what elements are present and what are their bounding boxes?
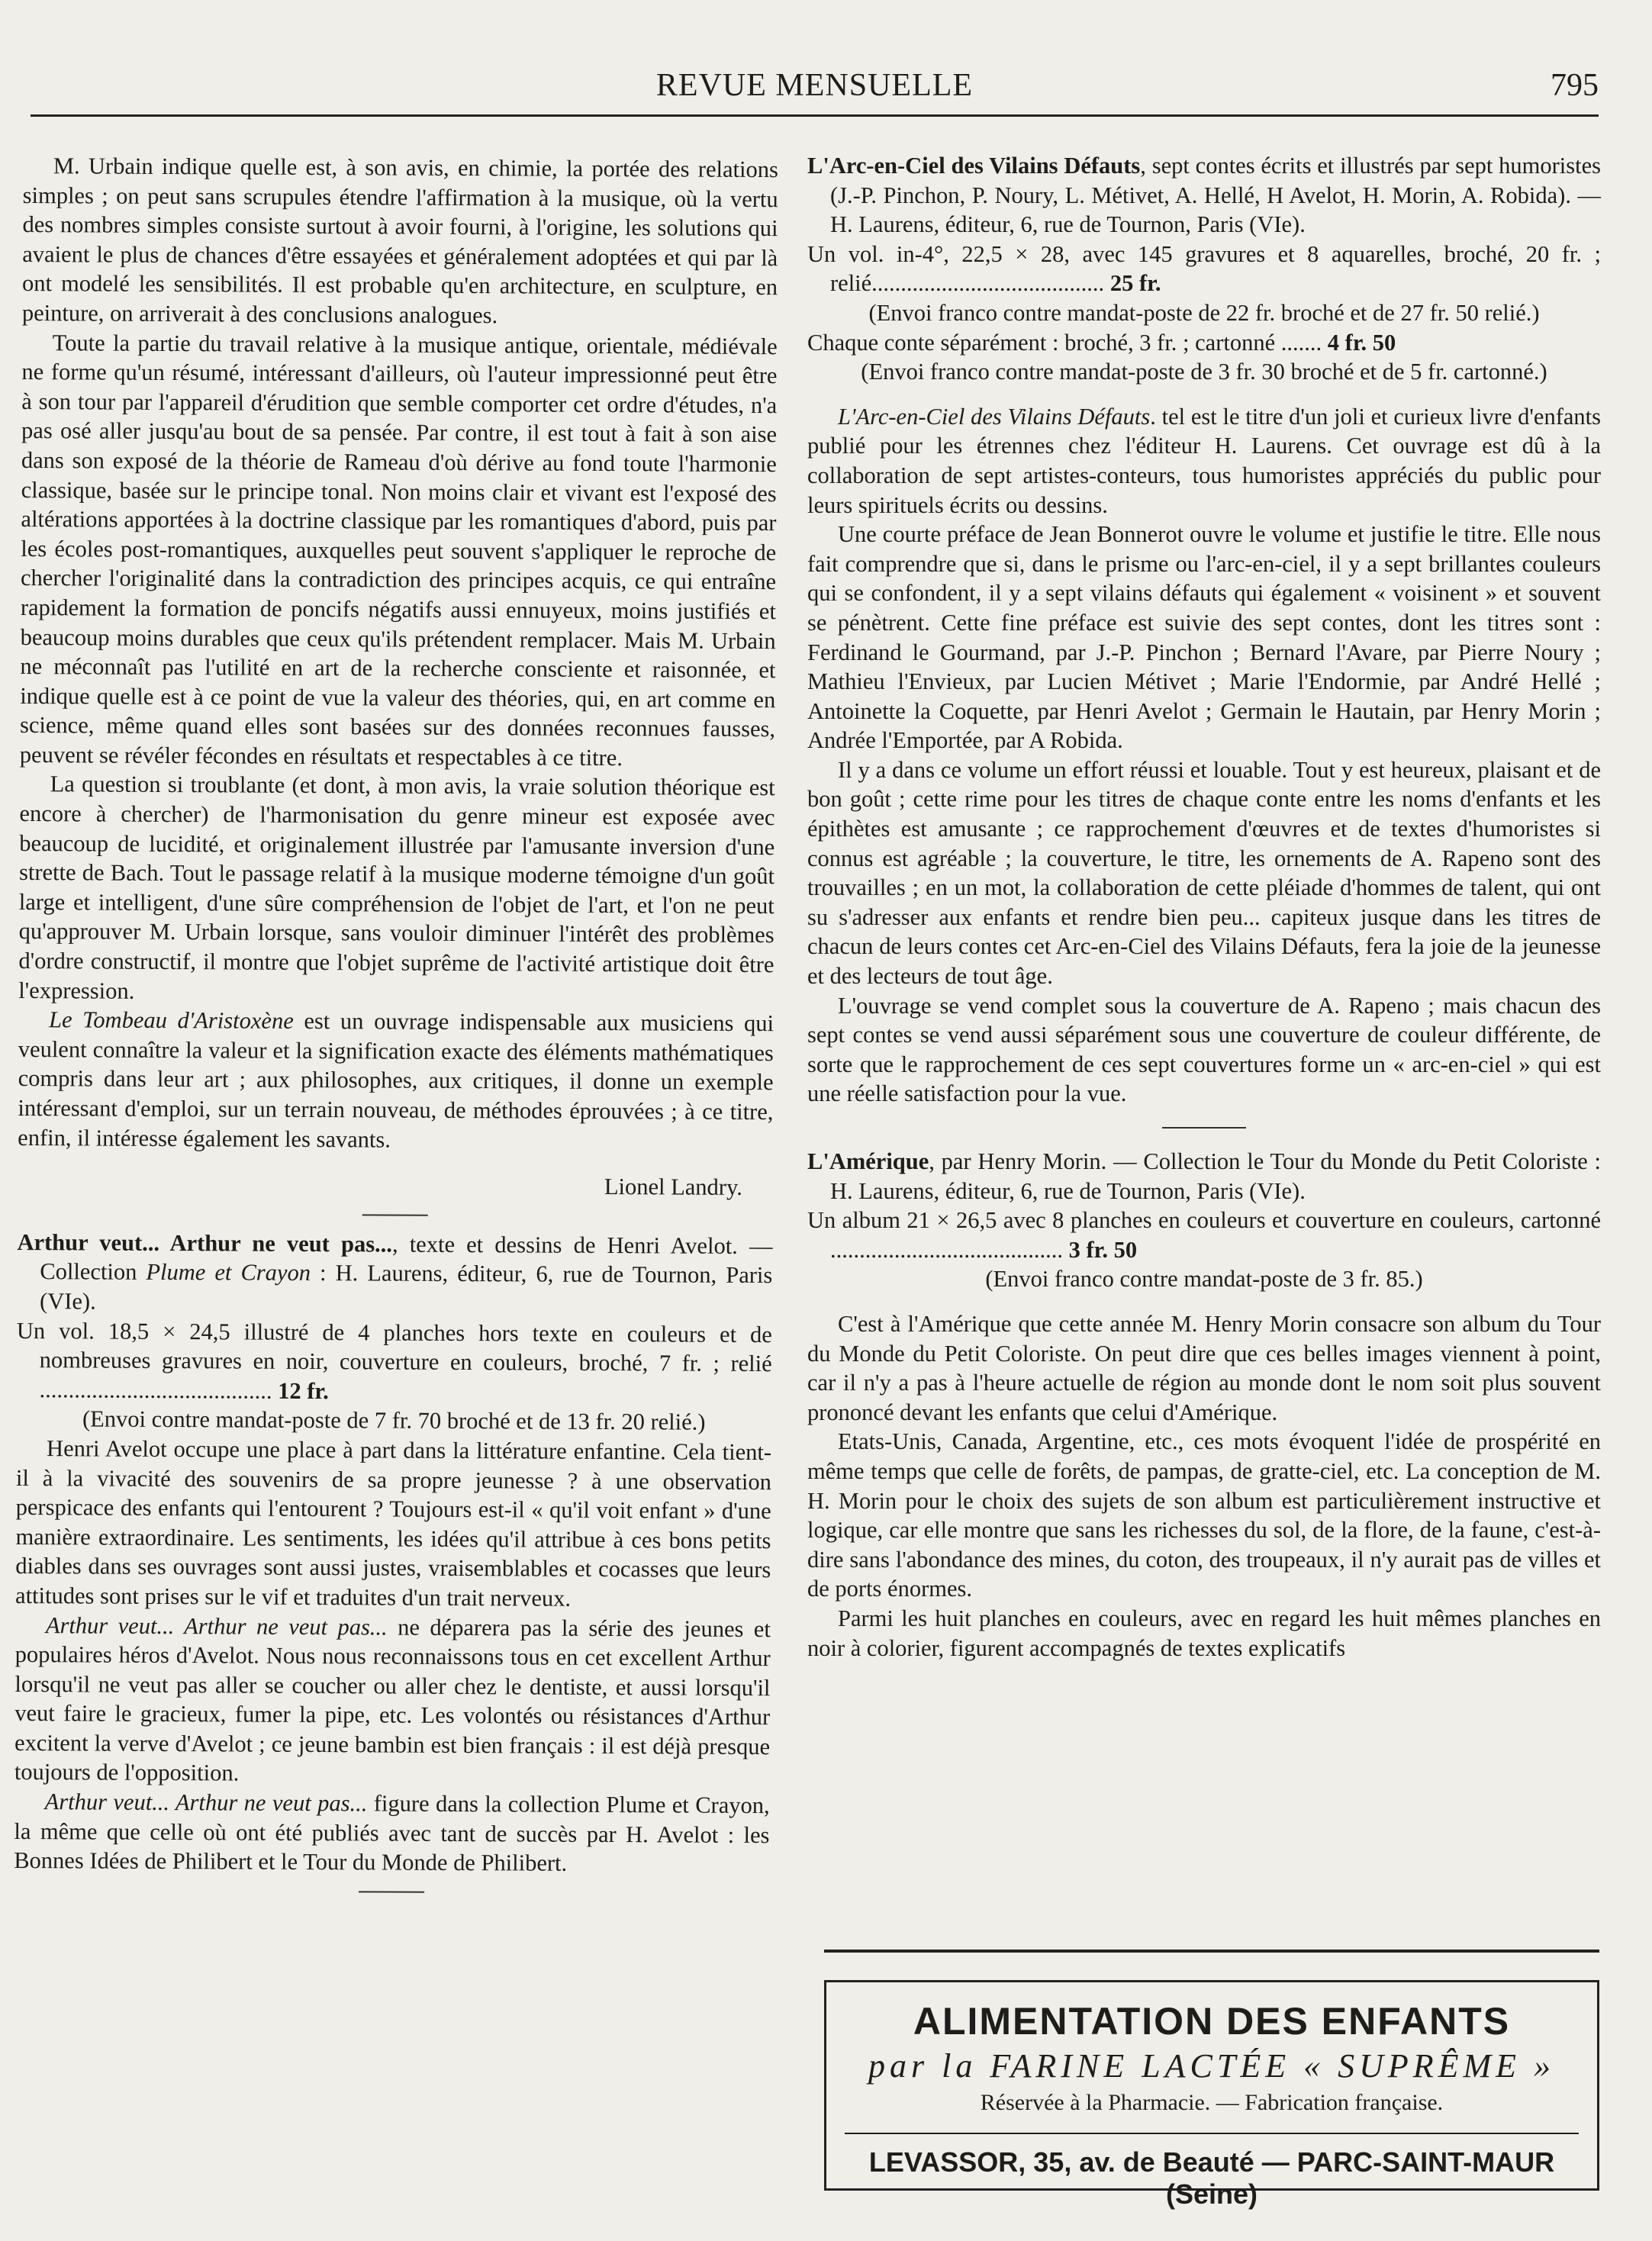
review-paragraph [18, 1005, 774, 1156]
price-note: (Envoi franco contre mandat-poste de 3 fr. 85.) [985, 1266, 1423, 1293]
page-number: 795 [1551, 68, 1599, 103]
entry-text: , sept contes écrits et illustrés par sept humoristes (J.-P. Pinchon, P. Noury, L. Métivet, A. Hellé, H Avelot, H. Morin, A. Robida). — H. Laurens, éditeur, 6, rue de Tournon, Paris (VIe). [830, 153, 1601, 238]
book-title: Le Tombeau d'Aristoxène [48, 1006, 294, 1035]
page-header [31, 67, 1599, 113]
review-paragraph [14, 1787, 770, 1879]
advert-headline: ALIMENTATION DES ENFANTS [913, 2000, 1511, 2043]
signature: Lionel Landry. [604, 1174, 742, 1201]
review-paragraph: C'est à l'Amérique que cette année M. Henry Morin consacre son album du Tour du Monde du Petit Coloriste. On peut dire que ces belles images viennent à point, car il n'y a pas à l'heure actuelle de région au monde dont le nom soit plus souvent prononcé devant les enfants que celui d'Amérique. [807, 1310, 1601, 1425]
review-paragraph: Une courte préface de Jean Bonnerot ouvre le volume et justifie le titre. Elle nous fait comprendre que si, dans le prisme ou l'arc-en-ciel, il y a sept brillantes couleurs qui se confondent, il y a sept vilains défauts qui également « voisinent » et souvent se pénètrent. Cette fine préface est suivie des sept contes, dont les titres sont : Ferdinand le Gourmand, par J.-P. Pinchon ; Bernard l'Avare, par Pierre Noury ; Mathieu l'Envieux, par Lucien Métivet ; Marie l'Endormie, par André Hellé ; Antoinette la Coquette, par Henri Avelot ; Germain le Hautain, par Henry Morin ; Andrée l'Emportée, par A Robida. [807, 521, 1601, 754]
price-line [16, 1316, 772, 1409]
review-paragraph [807, 402, 1601, 520]
entry-text: , texte et dessins de Henri Avelot. — Collection [40, 1231, 773, 1286]
price-line [807, 240, 1601, 298]
book-title: Arthur veut... Arthur ne veut pas... [17, 1228, 393, 1257]
price-note: (Envoi contre mandat-poste de 7 fr. 70 broché et de 13 fr. 20 relié.) [82, 1405, 706, 1436]
book-title: L'Arc-en-Ciel des Vilains Défauts [807, 153, 1141, 179]
right-column [807, 151, 1601, 1663]
running-title: REVUE MENSUELLE [655, 68, 974, 103]
price-line [807, 1206, 1601, 1264]
price-text: Un vol. in-4°, 22,5 × 28, avec 145 gravures et 8 aquarelles, broché, 20 fr. ; relié........................................ [807, 240, 1601, 297]
book-title: L'Amérique [807, 1148, 929, 1174]
entry-text: : H. Laurens, éditeur, 6, rue de Tournon, Paris (VIe). [40, 1260, 773, 1315]
entry-heading [807, 151, 1601, 240]
collection-name: Plume et Crayon [146, 1259, 311, 1286]
price-value: 3 fr. 50 [1068, 1236, 1138, 1263]
separator [362, 1214, 428, 1215]
review-paragraph: L'ouvrage se vend complet sous la couverture de A. Rapeno ; mais chacun des sept contes se vend aussi séparément sous une couverture de couleur différente, de sorte que le rapprochement de ces sept couvertures forme un « arc-en-ciel » qui est une réelle satisfaction pour la vue. [807, 992, 1601, 1107]
book-title: L'Arc-en-Ciel des Vilains Défauts [838, 403, 1151, 430]
price-note: (Envoi franco contre mandat-poste de 22 fr. broché et de 27 fr. 50 relié.) [868, 299, 1540, 326]
header-rule [31, 114, 1599, 117]
review-paragraph: La question si troublante (et dont, à mon avis, la vraie solution théorique est encore à chercher) de l'harmonisation du genre mineur est exposée avec beaucoup de lucidité, et originalement illustrée par l'amusante inversion d'une strette de Bach. Tout le passage relatif à la musique moderne témoigne d'un goût large et intelligent, d'une sûre compréhension de l'objet de l'art, et l'on ne peut qu'approuver M. Urbain lorsque, sans vouloir diminuer l'intérêt des problèmes d'ordre constructif, il montre que l'objet suprême de l'activité artistique doit être l'expression. [18, 771, 775, 1004]
entry-text: , par Henry Morin. — Collection le Tour du Monde du Petit Coloriste : H. Laurens, éditeur, 6, rue de Tournon, Paris (VIe). [830, 1148, 1601, 1204]
review-paragraph: Il y a dans ce volume un effort réussi et louable. Tout y est heureux, plaisant et de bon goût ; cette rime pour les titres de chaque conte entre les noms d'enfants et les épithètes est amusante ; ce rapprochement d'œuvres et de textes d'humoristes si connus est agréable ; la couverture, le titre, les ornements de A. Rapeno sont des trouvailles ; en un mot, la collaboration de cette pléiade d'hommes de talent, qui ont su s'adresser aux enfants et rendre bien peu... capiteux jusque dans les titres de chacun de leurs contes cet Arc-en-Ciel des Vilains Défauts, fera la joie de la jeunesse et des lecteurs de tout âge. [807, 756, 1601, 990]
advert-rule [824, 1950, 1599, 1953]
price-value: 12 fr. [278, 1377, 329, 1404]
price-value: 25 fr. [1109, 270, 1161, 297]
book-title: Arthur veut... Arthur ne veut pas... [45, 1612, 388, 1641]
review-paragraph: Henri Avelot occupe une place à part dans la littérature enfantine. Cela tient-il à la vivacité des souvenirs de sa propre jeunesse ? à une observation perspicace des enfants qui l'entourent ? Toujours est-il « qu'il voit enfant » d'une manière extraordinaire. Les sentiments, les idées qu'il attribue à ces bons petits diables dans ses ouvrages sont aussi justes, vraisemblables et cocasses que leurs attitudes sont prises sur le vif et traduites d'un trait nerveux. [14, 1435, 772, 1612]
price-value: 4 fr. 50 [1327, 329, 1396, 356]
review-paragraph: Toute la partie du travail relative à la musique antique, orientale, médiévale ne forme qu'un résumé, intéressant d'ailleurs, où l'auteur impressionné peut être à son tour par l'appareil d'érudition que semble comporter cet ordre d'études, n'a pas osé aller jusqu'au bout de sa pensée. Par contre, il est tout à fait à son aise dans son exposé de la théorie de Rameau d'où dérive au fond toute l'harmonie classique, basée sur le principe tonal. Non moins clair et vivant est l'exposé des altérations apportées à la doctrine classique par les romantiques d'abord, puis par les écoles post-romantiques, auxquelles peut souvent s'appliquer le reproche de chercher l'originalité dans la contradiction des principes acquis, ce qui entraîne rapidement la formation de poncifs négatifs aussi ennuyeux, moins justifiés et beaucoup moins durables que ceux qu'ils prétendent remplacer. Mais M. Urbain ne méconnaît pas l'utilité en art de la recherche consciente et raisonnée, et indique quelle est à ce point de vue la valeur des théories, qui, en art comme en science, même quand elles sont basées sur des données reconnues fausses, peuvent se révéler fécondes en résultats et respectables à ce titre. [19, 329, 778, 771]
paragraph-text: ne déparera pas la série des jeunes et populaires héros d'Avelot. Nous nous reconnaissons tous en cet excellent Arthur lorsqu'il ne veut pas aller se coucher ou aller chez le dentiste, et aussi lorsqu'il veut faire le gracieux, fumer la pipe, etc. Les volontés ou résistances d'Arthur excitent la verve d'Avelot ; ce jeune bambin est bien français : il est déjà presque toujours de l'opposition. [14, 1614, 771, 1786]
price-line [807, 328, 1601, 358]
separator [359, 1891, 424, 1892]
advert-note: Réservée à la Pharmacie. — Fabrication française. [980, 2090, 1444, 2115]
separator [1162, 1127, 1246, 1129]
review-paragraph: Parmi les huit planches en couleurs, avec en regard les huit mêmes planches en noir à colorier, figurent accompagnés de textes explicatifs [807, 1605, 1601, 1661]
paragraph-text: figure dans la collection Plume et Crayon, la même que celle où ont été publiés avec tant de succès par H. Avelot : les Bonnes Idées de Philibert et le Tour du Monde de Philibert. [14, 1790, 770, 1877]
price-text: Un album 21 × 26,5 avec 8 planches en couleurs et couverture en couleurs, cartonné ........................................ [807, 1207, 1601, 1263]
review-paragraph: M. Urbain indique quelle est, à son avis, en chimie, la portée des relations simples ; on peut sans scrupules étendre l'affirmation à la musique, où la vertu des nombres simples consiste surtout à avoir fourni, à l'origine, les solutions qui avaient le plus de chances d'être essayées et généralement adoptées et qui par là ont modelé les sensibilités. Il est probable qu'en architecture, en sculpture, en peinture, on arriverait à des conclusions analogues. [21, 153, 778, 329]
advertisement-box [824, 1980, 1599, 2210]
review-paragraph [14, 1610, 771, 1791]
price-text: Chaque conte séparément : broché, 3 fr. ; cartonné ....... [807, 329, 1322, 356]
paragraph-text: est un ouvrage indispensable aux musiciens qui veulent connaître la valeur et la signification exacte des éléments mathématiques compris dans leur art ; aux philosophes, aux critiques, il donne un exemple intéressant d'emploi, sur un terrain nouveau, de méthodes éprouvées ; à ce titre, enfin, il intéresse également les savants. [18, 1008, 774, 1153]
price-note: (Envoi franco contre mandat-poste de 3 fr. 30 broché et de 5 fr. cartonné.) [861, 359, 1547, 385]
paragraph-text: . tel est le titre d'un joli et curieux livre d'enfants publié pour les étrennes chez l'éditeur H. Laurens. Cet ouvrage est dû à la collaboration de sept artistes-conteurs, tous humoristes appréciés du public pour leurs spirituels écrits ou dessins. [807, 403, 1602, 518]
price-text: Un vol. 18,5 × 24,5 illustré de 4 planches hors texte en couleurs et de nombreuses gravures en noir, couverture en couleurs, broché, 7 fr. ; relié ........................................ [16, 1317, 772, 1404]
entry-heading [17, 1228, 773, 1320]
advert-subline: par la FARINE LACTÉE « SUPRÊME » [868, 2047, 1556, 2085]
entry-heading [807, 1147, 1601, 1206]
advert-address: LEVASSOR, 35, av. de Beauté — PARC-SAINT-MAUR (Seine) [845, 2133, 1579, 2210]
review-paragraph: Etats-Unis, Canada, Argentine, etc., ces mots évoquent l'idée de prospérité en même temps que celle de forêts, de pampas, de gratte-ciel, etc. La conception de M. H. Morin pour le choix des sujets de son album est particulièrement instructive et logique, car elle montre que sans les richesses du sol, de la flore, de la faune, c'est-à-dire sans l'abondance des mines, du coton, des troupeaux, il n'y aurait pas de villes et de ports énormes. [807, 1428, 1601, 1602]
book-title: Arthur veut... Arthur ne veut pas... [44, 1789, 368, 1817]
left-column [14, 151, 778, 1908]
